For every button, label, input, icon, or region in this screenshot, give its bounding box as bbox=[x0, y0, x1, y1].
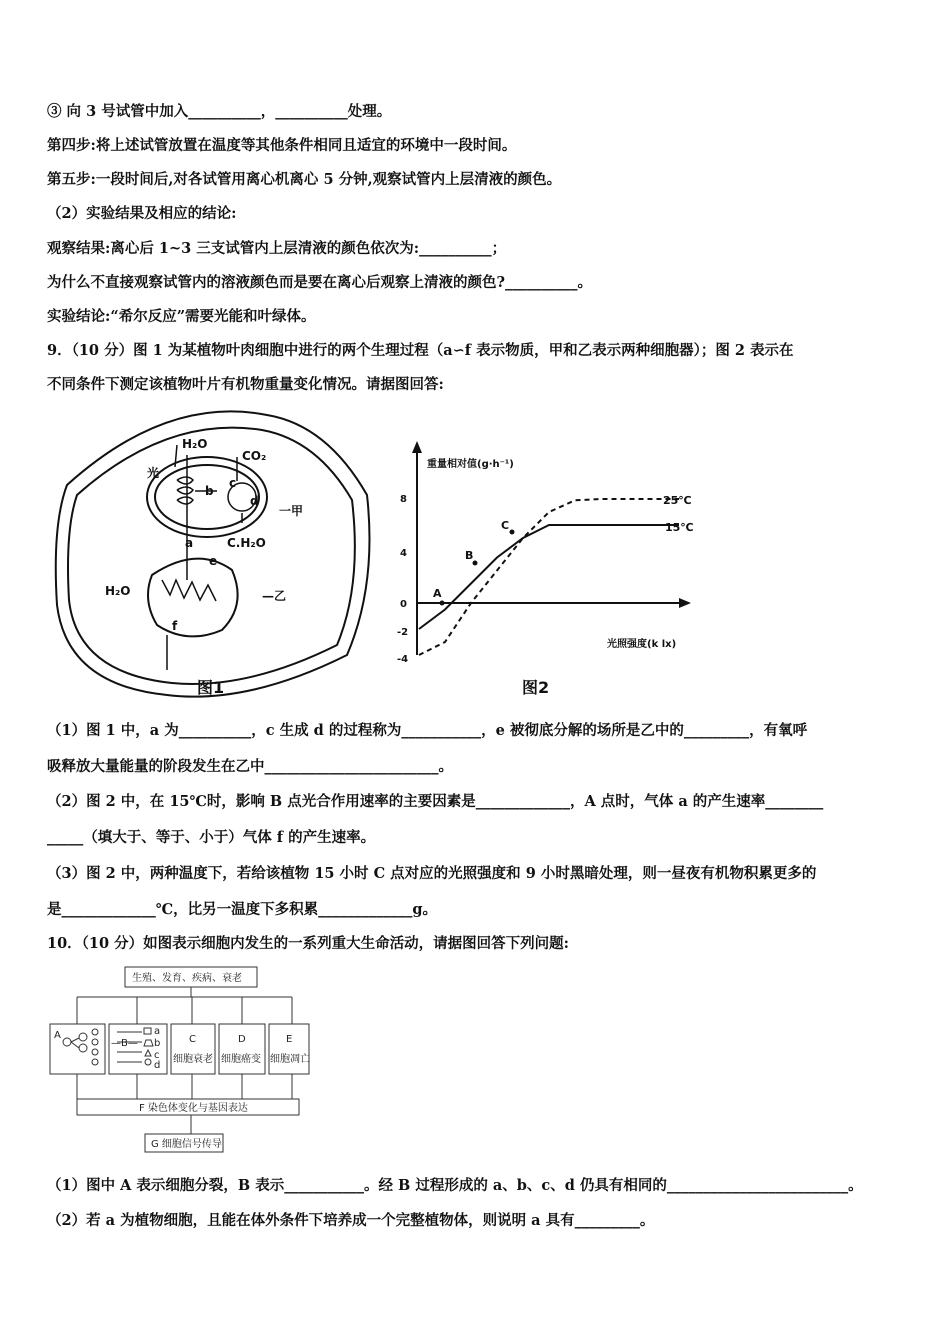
step5-text: 第五步:一段时间后,对各试管用离心机离心 5 分钟,观察试管内上层清液的颜色。 bbox=[47, 171, 562, 188]
top-box-text: 生殖、发育、疾病、衰老 bbox=[132, 973, 242, 984]
point-a-label: A bbox=[433, 587, 442, 600]
fig1-jia: 一甲 bbox=[279, 504, 304, 518]
fig1-h2o-top: H₂O bbox=[182, 437, 208, 451]
box-f-text: F 染色体变化与基因表达 bbox=[139, 1103, 248, 1114]
fig1-f: f bbox=[172, 619, 178, 633]
box-d bbox=[219, 1024, 265, 1074]
box-c-letter: C bbox=[189, 1034, 196, 1045]
q10-stem: 10．（10 分）如图表示细胞内发生的一系列重大生命活动，请据图回答下列问题: bbox=[47, 935, 570, 952]
fig1-a: a bbox=[185, 536, 194, 550]
step3-text: ③ 向 3 号试管中加入__________，__________处理。 bbox=[47, 103, 392, 120]
fig1-d: d bbox=[250, 494, 259, 508]
tick-minus4: -4 bbox=[397, 654, 409, 665]
q9-stem-1: 9．（10 分）图 1 为某植物叶肉细胞中进行的两个生理过程（a∽f 表示物质，甲和乙表示两种细胞器）；图 2 表示在 bbox=[47, 342, 794, 359]
x-axis-label: 光照强度(k lx) bbox=[607, 639, 677, 650]
observation-text: 观察结果:离心后 1~3 三支试管内上层清液的颜色依次为:__________； bbox=[47, 240, 507, 257]
tick-8: 8 bbox=[400, 494, 407, 505]
why-question: 为什么不直接观察试管内的溶液颜色而是要在离心后观察上清液的颜色?__________。 bbox=[47, 274, 592, 291]
box-g-text: G 细胞信号传导 bbox=[151, 1139, 222, 1150]
q9-2-line2: _____（填大于、等于、小于）气体 f 的产生速率。 bbox=[47, 829, 376, 846]
label-b: b bbox=[154, 1038, 161, 1049]
fig1-e: e bbox=[209, 554, 218, 568]
conclusion-text: 实验结论:“希尔反应”需要光能和叶绿体。 bbox=[47, 308, 316, 325]
q9-stem-2: 不同条件下测定该植物叶片有机物重量变化情况。请据图回答: bbox=[47, 376, 444, 393]
q10-flowchart bbox=[47, 962, 312, 1157]
tick-minus2: -2 bbox=[397, 627, 409, 638]
fig1-ch2o: C.H₂O bbox=[227, 536, 266, 550]
series-15c-line bbox=[419, 525, 679, 629]
q9-figures bbox=[47, 405, 712, 705]
tick-0: 0 bbox=[400, 599, 407, 610]
thylakoid-stack bbox=[177, 477, 193, 504]
fig1-co2: CO₂ bbox=[242, 449, 267, 463]
y-axis-arrow bbox=[412, 441, 422, 453]
fig1-h2o-left: H₂O bbox=[105, 584, 131, 598]
y-axis-label: 重量相对值(g·h⁻¹) bbox=[427, 459, 514, 470]
q10-1-text: （1）图中 A 表示细胞分裂，B 表示___________。经 B 过程形成的 a、b、c、d 仍具有相同的_________________________。 bbox=[47, 1177, 863, 1194]
fig1-b: b bbox=[205, 484, 214, 498]
series-25c-line bbox=[419, 499, 679, 655]
point-c-label: C bbox=[501, 519, 510, 532]
box-d-letter: D bbox=[238, 1034, 246, 1045]
q9-3-line2: 是_____________℃，比另一温度下多积累_____________g。 bbox=[47, 901, 438, 918]
q9-3-line1: （3）图 2 中，两种温度下，若给该植物 15 小时 C 点对应的光照强度和 9 小时黑暗处理，则一昼夜有机物积累更多的 bbox=[47, 865, 817, 882]
q9-2-line1: （2）图 2 中，在 15℃时，影响 B 点光合作用速率的主要因素是_____________，A 点时，气体 a 的产生速率________ bbox=[47, 793, 824, 810]
q9-1-line2: 吸释放大量能量的阶段发生在乙中________________________。 bbox=[47, 758, 453, 775]
fig1-caption: 图1 bbox=[197, 678, 225, 697]
point-c bbox=[510, 530, 515, 535]
point-a bbox=[440, 601, 445, 606]
x-axis-arrow bbox=[679, 598, 691, 608]
fig1-c: c bbox=[229, 476, 237, 490]
box-e-text: 细胞凋亡 bbox=[270, 1054, 310, 1065]
legend-25c: 25℃ bbox=[663, 494, 692, 507]
box-a-letter: A bbox=[54, 1030, 61, 1041]
result-heading: （2）实验结果及相应的结论: bbox=[47, 205, 237, 222]
q10-2-text: （2）若 a 为植物细胞，且能在体外条件下培养成一个完整植物体，则说明 a 具有_________。 bbox=[47, 1212, 655, 1229]
label-c: c bbox=[154, 1050, 160, 1061]
fig1-light: 光 bbox=[147, 466, 160, 480]
label-a: a bbox=[154, 1026, 161, 1037]
q9-1-line1: （1）图 1 中，a 为__________，c 生成 d 的过程称为___________，e 被彻底分解的场所是乙中的_________，有氧呼 bbox=[47, 722, 808, 739]
tick-4: 4 bbox=[400, 548, 407, 559]
mitochondrion-cristae bbox=[162, 580, 216, 601]
point-b-label: B bbox=[465, 549, 474, 562]
fig2-caption: 图2 bbox=[522, 678, 550, 697]
mitochondrion bbox=[148, 559, 238, 637]
step4-text: 第四步:将上述试管放置在温度等其他条件相同且适宜的环境中一段时间。 bbox=[47, 137, 517, 154]
figure-2-chart bbox=[397, 441, 694, 697]
legend-15c: 15℃ bbox=[665, 521, 694, 534]
box-e-letter: E bbox=[286, 1034, 293, 1045]
box-d-text: 细胞癌变 bbox=[221, 1054, 261, 1065]
box-c bbox=[171, 1024, 215, 1074]
fig1-yi: —乙 bbox=[262, 589, 287, 603]
box-b-letter: —B— bbox=[111, 1038, 138, 1049]
box-c-text: 细胞衰老 bbox=[173, 1054, 213, 1065]
label-d: d bbox=[154, 1060, 161, 1071]
